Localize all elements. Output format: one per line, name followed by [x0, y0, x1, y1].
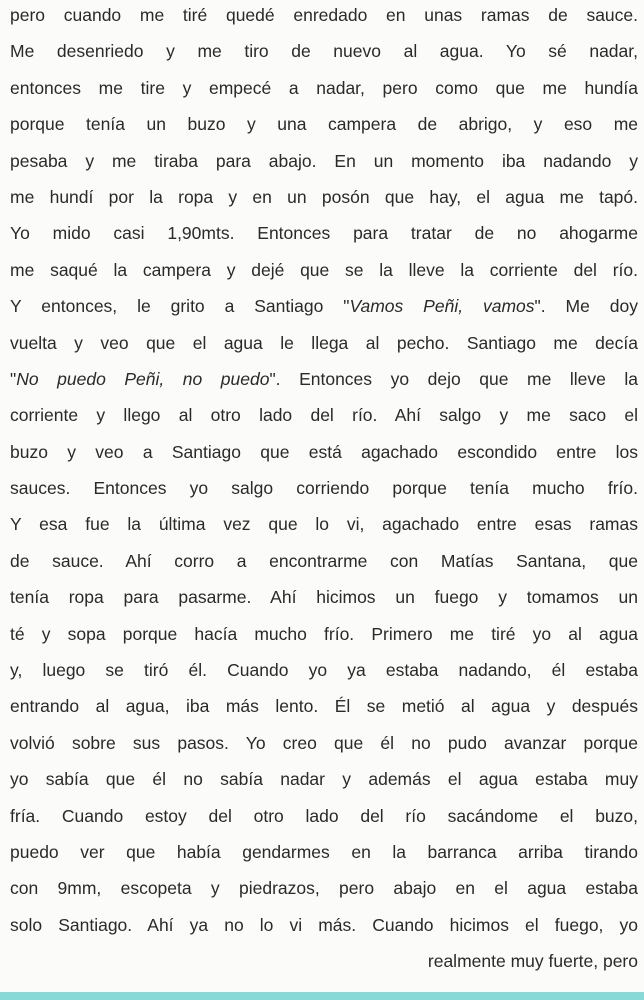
- bottom-bar: [0, 992, 644, 1000]
- text-line: de sauce. Ahí corro a encontrarme con Matías Santana, que: [10, 550, 638, 571]
- text-line: entonces me tire y empecé a nadar, pero como que me hundía: [10, 77, 638, 98]
- text-line: fría. Cuando estoy del otro lado del río sacándome el buzo,: [10, 805, 638, 826]
- text-line: con 9mm, escopeta y piedrazos, pero abajo en el agua estaba: [10, 878, 638, 899]
- text-line: porque tenía un buzo y una campera de abrigo, y eso me: [10, 114, 638, 135]
- text-line: me saqué la campera y dejé que se la lleve la corriente del río.: [10, 259, 638, 280]
- text-line: vuelta y veo que el agua le llega al pecho. Santiago me decía: [10, 332, 638, 353]
- text-line: yo sabía que él no sabía nadar y además el agua estaba muy: [10, 769, 638, 790]
- text-line: pesaba y me tiraba para abajo. En un momento iba nadando y: [10, 150, 638, 171]
- text-line: pero cuando me tiré quedé enredado en unas ramas de sauce.: [10, 5, 638, 25]
- document-page: [10, 0, 638, 983]
- text-line: tenía ropa para pasarme. Ahí hicimos un fuego y tomamos un: [10, 587, 638, 608]
- text-line: volvió sobre sus pasos. Yo creo que él no pudo avanzar porque: [10, 732, 638, 753]
- text-line: solo Santiago. Ahí ya no lo vi más. Cuando hicimos el fuego, yo: [10, 914, 638, 935]
- text-line: buzo y veo a Santiago que está agachado escondido entre los: [10, 441, 638, 462]
- text-line: sauces. Entonces yo salgo corriendo porque tenía mucho frío.: [10, 478, 638, 499]
- text-line: Y entonces, le grito a Santiago "Vamos Peñi, vamos". Me doy: [10, 296, 638, 317]
- text-line: entrando al agua, iba más lento. Él se metió al agua y después: [10, 696, 638, 717]
- text-line: Yo mido casi 1,90mts. Entonces para tratar de no ahogarme: [10, 223, 638, 244]
- text-line-partial: realmente muy fuerte, pero: [427, 951, 638, 972]
- text-line: y, luego se tiró él. Cuando yo ya estaba nadando, él estaba: [10, 660, 638, 681]
- text-line: puedo ver que había gendarmes en la barranca arriba tirando: [10, 841, 638, 862]
- text-line: té y sopa porque hacía mucho frío. Primero me tiré yo al agua: [10, 623, 638, 644]
- text-line: me hundí por la ropa y en un posón que hay, el agua me tapó.: [10, 186, 638, 207]
- text-line: "No puedo Peñi, no puedo". Entonces yo dejo que me lleve la: [10, 368, 638, 389]
- text-line: Y esa fue la última vez que lo vi, agachado entre esas ramas: [10, 514, 638, 535]
- text-line: corriente y llego al otro lado del río. Ahí salgo y me saco el: [10, 405, 638, 426]
- text-line: Me desenriedo y me tiro de nuevo al agua. Yo sé nadar,: [10, 41, 638, 62]
